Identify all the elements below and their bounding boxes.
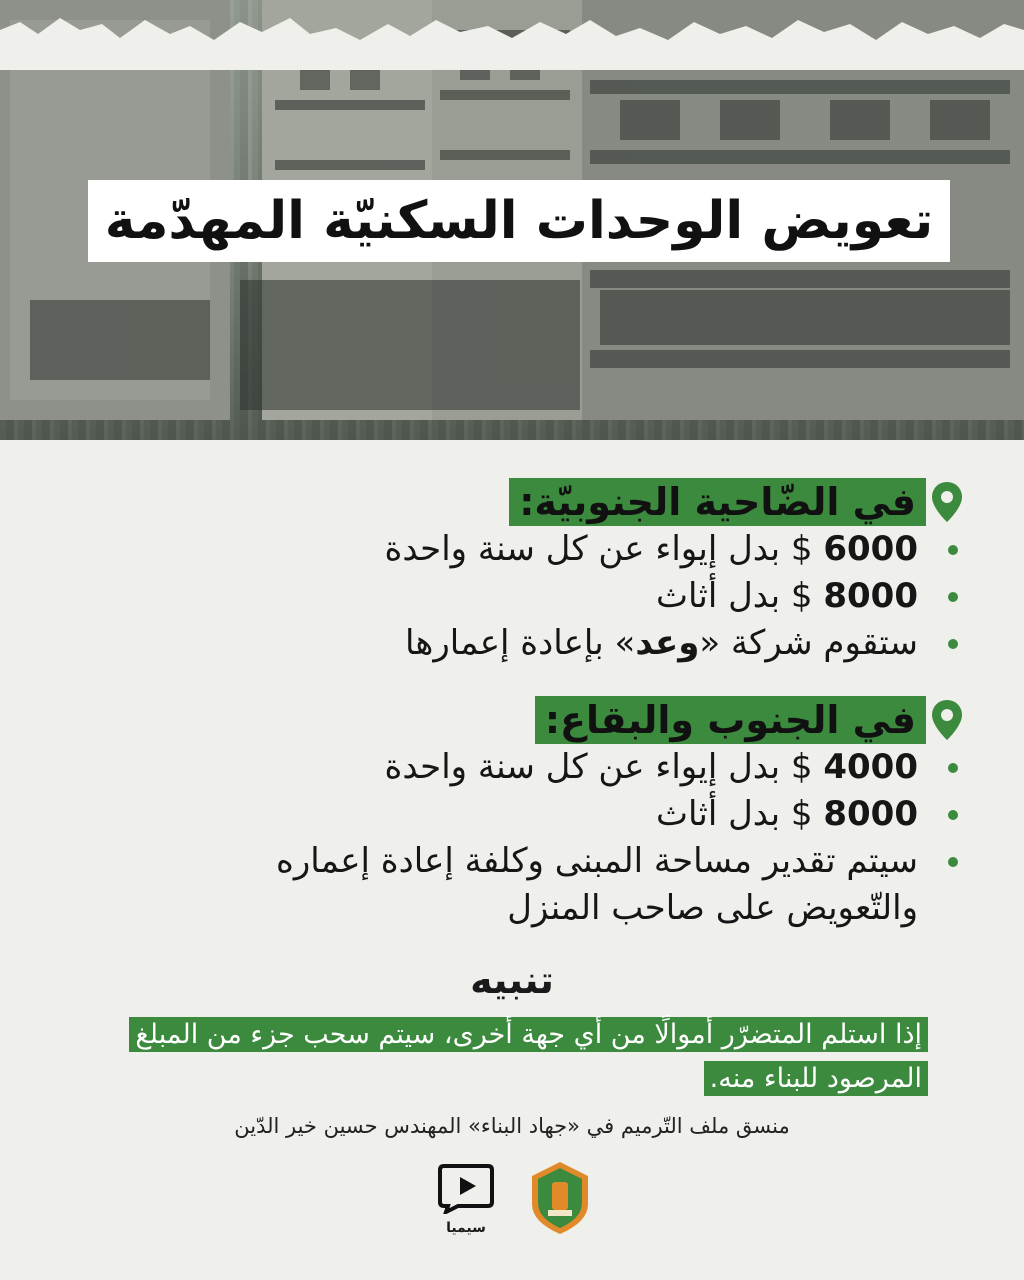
section-heading-row <box>164 696 964 744</box>
bullet-icon <box>948 763 958 773</box>
item-text: » بإعادة إعمارها <box>405 623 636 663</box>
list-item <box>385 573 964 620</box>
item-list <box>164 744 964 932</box>
amount: 8000 <box>823 794 918 834</box>
torn-paper-edge <box>0 0 1024 70</box>
title-banner <box>88 180 950 262</box>
bullet-icon <box>948 592 958 602</box>
notice-line-1: إذا استلم المتضرّر أموالًا من أي جهة أخرى، سيتم سحب جزء من المبلغ <box>129 1017 928 1052</box>
section-heading-row <box>385 478 964 526</box>
list-item <box>164 838 964 932</box>
amount: 6000 <box>823 529 918 569</box>
item-text: $ بدل أثاث <box>656 794 824 834</box>
page-title: تعويض الوحدات السكنيّة المهدّمة <box>104 191 934 251</box>
notice-title: تنبيه <box>470 958 554 1002</box>
item-text: سيتم تقدير مساحة المبنى وكلفة إعادة إعماره والتّعويض على صاحب المنزل <box>276 841 918 928</box>
play-icon <box>438 1162 494 1214</box>
item-list <box>385 526 964 667</box>
section-south-bekaa <box>164 696 964 932</box>
list-item <box>385 620 964 667</box>
list-item <box>385 526 964 573</box>
location-pin-icon <box>930 480 964 524</box>
amount: 4000 <box>823 747 918 787</box>
amount: 8000 <box>823 576 918 616</box>
simya-logo-text: سيميا <box>446 1220 486 1236</box>
section-heading: في الضّاحية الجنوبيّة: <box>509 478 926 526</box>
jihad-al-binaa-emblem-icon <box>528 1160 592 1236</box>
notice-line-2: المرصود للبناء منه. <box>704 1061 928 1096</box>
section-heading: في الجنوب والبقاع: <box>535 696 926 744</box>
bullet-icon <box>948 857 958 867</box>
list-item <box>164 791 964 838</box>
item-text: ستقوم شركة « <box>699 623 918 663</box>
list-item <box>164 744 964 791</box>
item-text: $ بدل أثاث <box>656 576 824 616</box>
company-name: وعد <box>635 623 700 663</box>
section-dahiyeh <box>385 478 964 667</box>
jihad-al-binaa-logo <box>528 1160 592 1236</box>
bullet-icon <box>948 639 958 649</box>
item-text: $ بدل إيواء عن كل سنة واحدة <box>384 529 824 569</box>
bullet-icon <box>948 545 958 555</box>
location-pin-icon <box>930 698 964 742</box>
simya-logo <box>436 1162 496 1242</box>
notice-box <box>88 1013 928 1101</box>
credit-line: منسق ملف التّرميم في «جهاد البناء» المهندس حسين خير الدّين <box>234 1114 790 1138</box>
item-text: $ بدل إيواء عن كل سنة واحدة <box>384 747 824 787</box>
bullet-icon <box>948 810 958 820</box>
